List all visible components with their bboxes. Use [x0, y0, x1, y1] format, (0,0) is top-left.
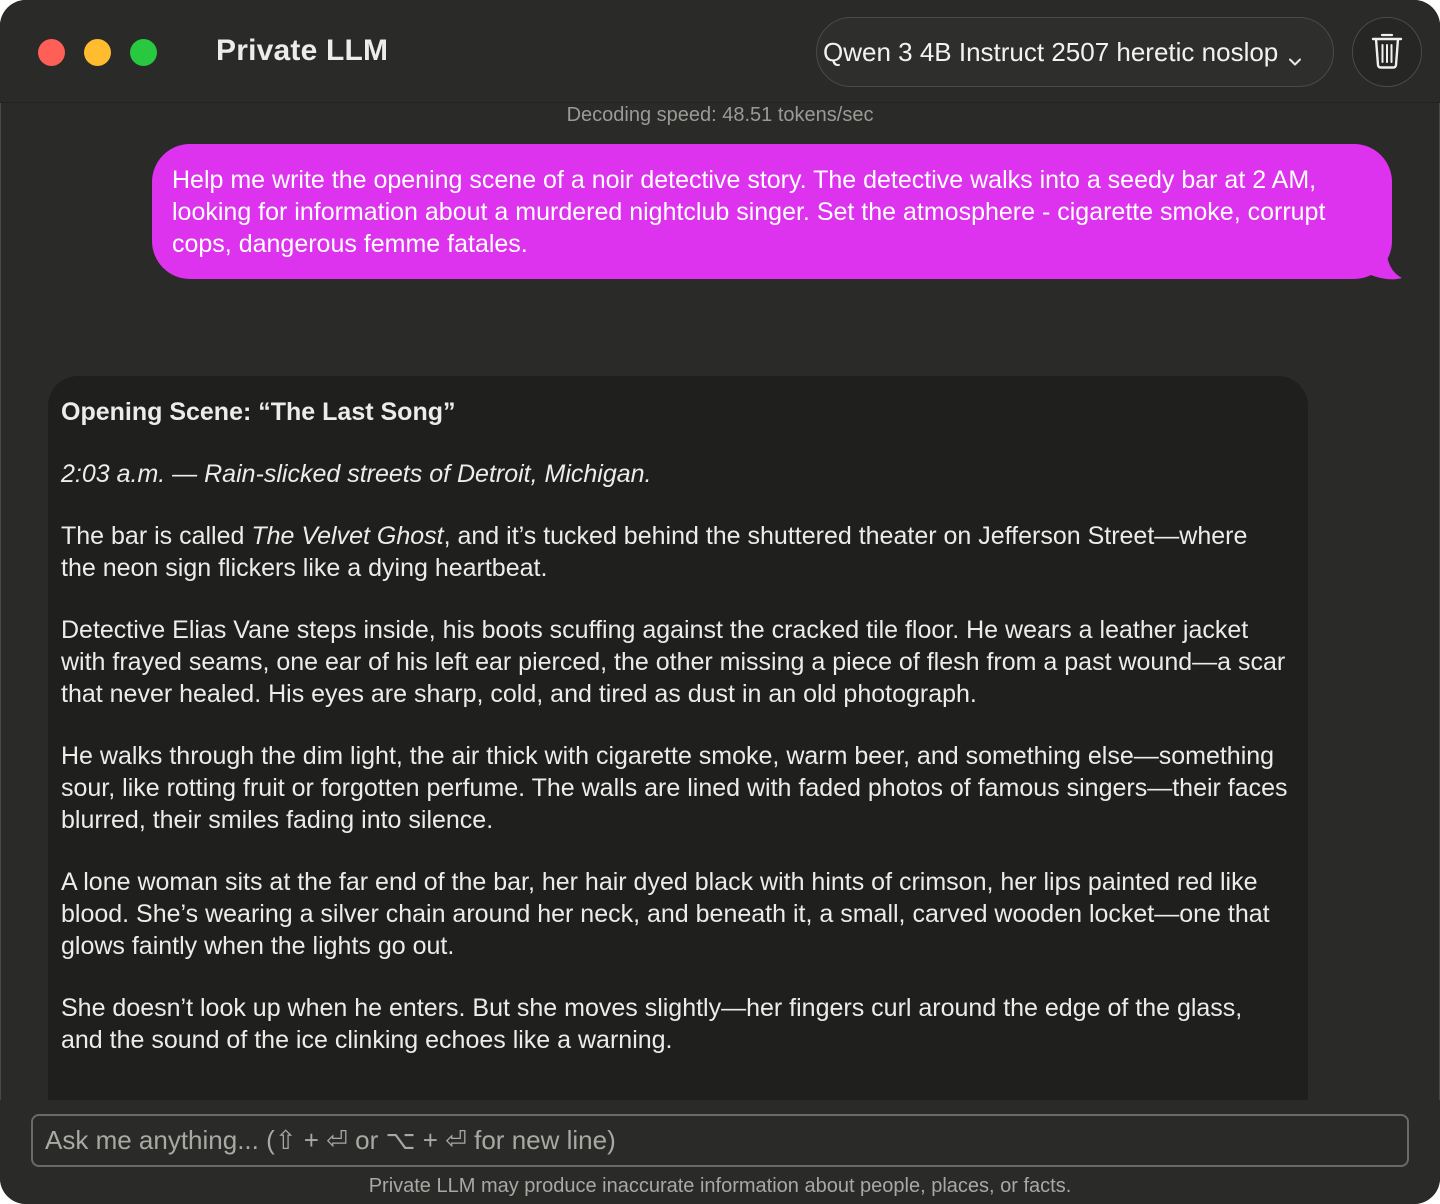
- app-title: Private LLM: [216, 34, 389, 67]
- response-paragraph-3: He walks through the dim light, the air thick with cigarette smoke, warm beer, and something else—something sour, like rotting fruit or forgotten perfume. The walls are lined with faded photos of famous singers—their faces blurred, their smiles fading into silence.: [61, 742, 1288, 834]
- paragraph-1-text-b: , and it’s tucked behind the shuttered theater on Jefferson Street—where the neon sign flickers like a dying heartbeat.: [61, 522, 1248, 582]
- response-paragraph-4: A lone woman sits at the far end of the bar, her hair dyed black with hints of crimson, her lips painted red like blood. She’s wearing a silver chain around her neck, and beneath it, a small, carved wooden locket—one that glows faintly when the lights go out.: [61, 868, 1270, 960]
- response-paragraph-1: [61, 520, 1288, 584]
- clear-chat-button[interactable]: [1352, 17, 1422, 87]
- user-message-text: Help me write the opening scene of a noir detective story. The detective walks into a seedy bar at 2 AM, looking for information about a murdered nightclub singer. Set the atmosphere - cigarette smoke, corrupt cops, dangerous femme fatales.: [172, 166, 1326, 258]
- message-input[interactable]: [43, 1124, 1407, 1157]
- user-bubble-tail: [1368, 244, 1404, 284]
- chevron-down-icon: [1288, 45, 1302, 59]
- response-paragraph-5: She doesn’t look up when he enters. But she moves slightly—her fingers curl around the edge of the glass, and the sound of the ice clinking echoes like a warning.: [61, 994, 1243, 1054]
- model-selector[interactable]: [816, 17, 1334, 87]
- response-paragraph-2: Detective Elias Vane steps inside, his boots scuffing against the cracked tile floor. He wears a leather jacket with frayed seams, one ear of his left ear pierced, the other missing a piece of flesh from a past wound—a scar that never healed. His eyes are sharp, cold, and tired as dust in an old photograph.: [61, 616, 1286, 708]
- decoding-speed-status: Decoding speed: 48.51 tokens/sec: [566, 104, 874, 126]
- model-selector-label: Qwen 3 4B Instruct 2507 heretic noslop: [823, 36, 1279, 67]
- assistant-message-bubble: [48, 376, 1308, 1136]
- disclaimer-text: Private LLM may produce inaccurate information about people, places, or facts.: [368, 1175, 1072, 1197]
- bar-name-emphasis: The Velvet Ghost: [251, 522, 444, 550]
- paragraph-1-text-a: The bar is called: [61, 522, 252, 550]
- zoom-window-button[interactable]: [130, 39, 157, 66]
- response-heading: Opening Scene: “The Last Song”: [61, 398, 456, 426]
- trash-icon: [1370, 31, 1404, 74]
- minimize-window-button[interactable]: [84, 39, 111, 66]
- response-dateline: 2:03 a.m. — Rain-slicked streets of Detroit, Michigan.: [61, 460, 652, 488]
- close-window-button[interactable]: [38, 39, 65, 66]
- user-message-bubble: [152, 144, 1392, 279]
- title-bar: [0, 0, 1440, 103]
- message-input-container[interactable]: [31, 1114, 1409, 1167]
